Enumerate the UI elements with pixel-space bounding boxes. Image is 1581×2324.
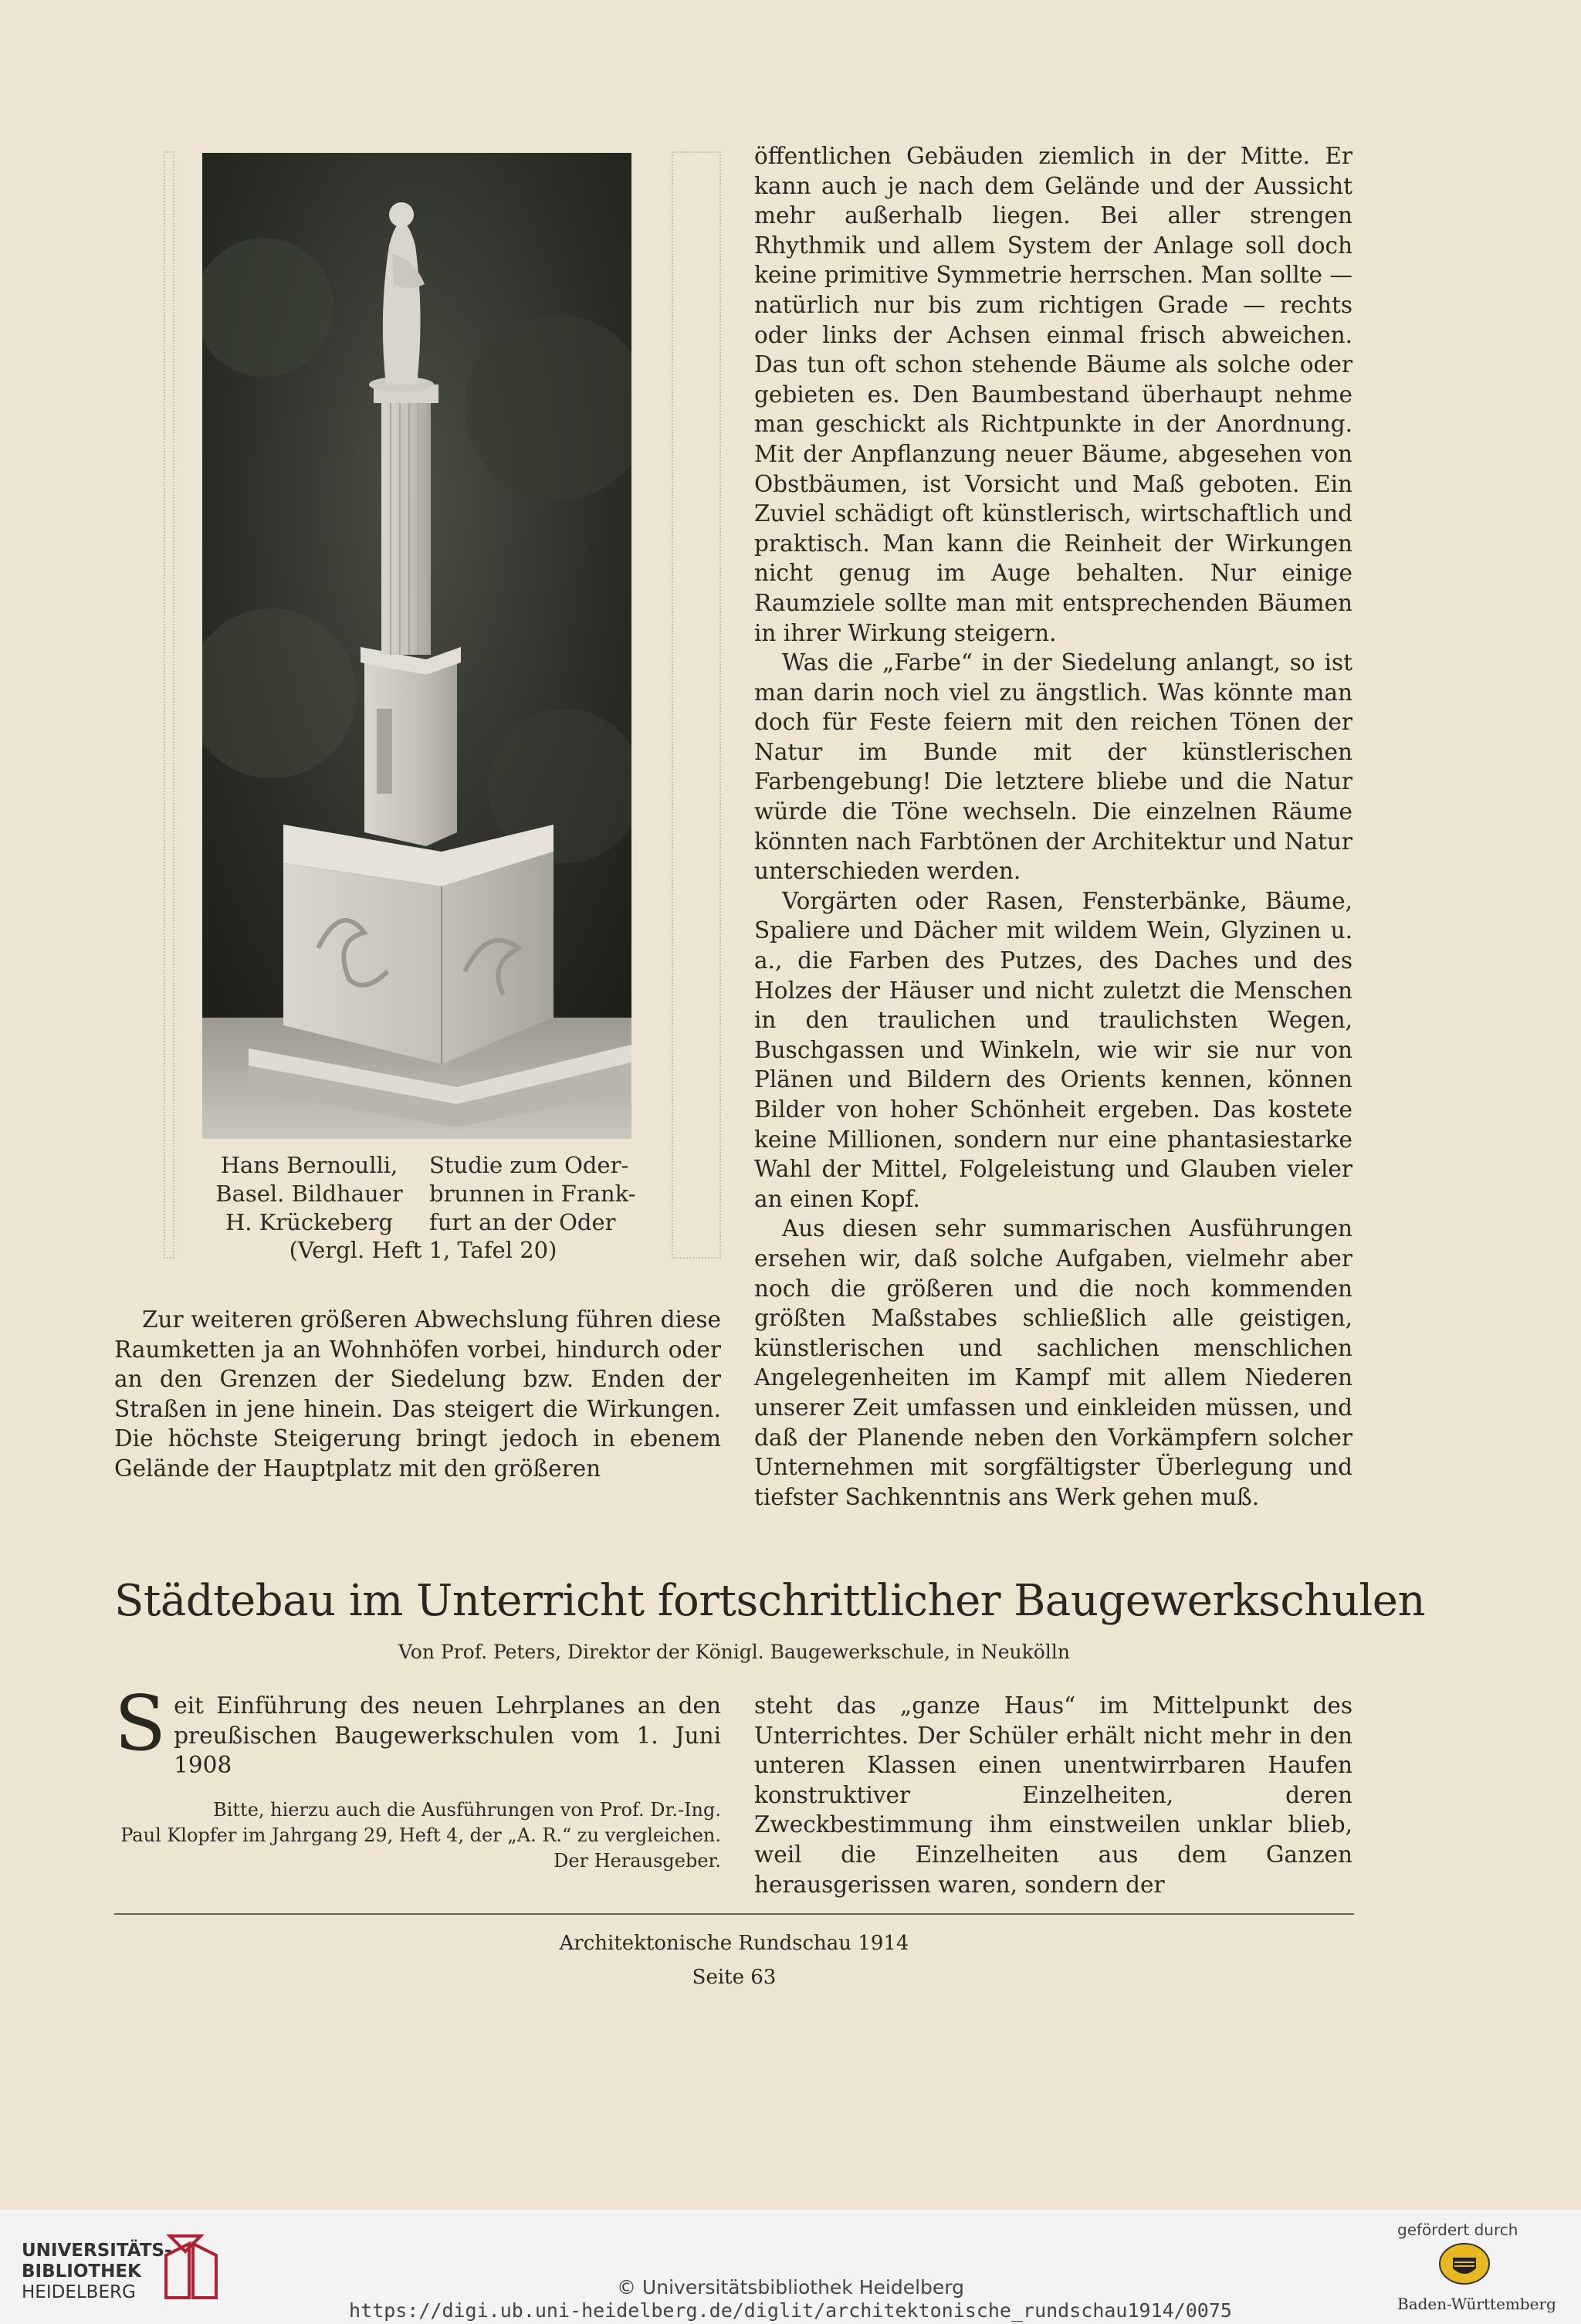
- footnote-line: Bitte, hierzu auch die Ausführungen von Prof. Dr.-Ing.: [213, 1799, 721, 1821]
- permalink-url[interactable]: https://digi.ub.uni-heidelberg.de/diglit/architektonische_rundschau1914/0075: [349, 2299, 1232, 2322]
- library-title: UNIVERSITÄTS- BIBLIOTHEK: [22, 2241, 172, 2282]
- paragraph: Zur weiteren größeren Abwechslung führen diese Raumketten ja an Wohnhöfen vorbei, hindurch oder an den Grenzen der Siedelung bzw. Enden der Straßen in jene hinein. Das steigert die Wirkungen. Die höchste Steigerung bringt jedoch in ebenem Gelände der Hauptplatz mit den größeren: [114, 1306, 721, 1482]
- figure-frame-right: [672, 151, 721, 1259]
- article-byline: Von Prof. Peters, Direktor der Königl. Baugewerkschule, in Neukölln: [398, 1641, 1070, 1663]
- article-intro: [114, 1680, 721, 1780]
- footnote: [114, 1797, 721, 1874]
- fountain-photograph: [202, 153, 631, 1139]
- figure-caption-reference: (Vergl. Heft 1, Tafel 20): [289, 1237, 557, 1263]
- footnote-line: Paul Klopfer im Jahrgang 29, Heft 4, der „A. R.“ zu vergleichen.: [120, 1824, 721, 1846]
- right-text-column: [754, 141, 1352, 1512]
- library-banner: [0, 2210, 1581, 2324]
- paragraph: Aus diesen sehr summarischen Ausführungen ersehen wir, daß solche Aufgaben, vielmehr aber noch die größeren und die noch kommenden größten Maßstabes schließlich alle geistigen, künstlerischen und sachlichen menschlichen Angelegenheiten im Kampf mit allem Niederen unserer Zeit umfassen und einkleiden müssen, und daß der Planende neben den Vorkämpfern solcher Unternehmen mit sorgfältigster Überlegung und tiefster Sachkenntnis ans Werk gehen muß.: [754, 1215, 1352, 1510]
- drop-cap: S: [114, 1680, 167, 1768]
- baden-wuerttemberg-crest-icon[interactable]: [1437, 2241, 1491, 2287]
- figure-caption-left: Hans Bernoulli, Basel. Bildhauer H. Krückeberg: [215, 1152, 403, 1235]
- sponsor-name: Baden-Württemberg: [1397, 2295, 1556, 2313]
- intro-text: eit Einführung des neuen Lehrplanes an den preußischen Baugewerkschulen vom 1. Juni 1908: [174, 1692, 721, 1779]
- figure-caption-right: Studie zum Oder- brunnen in Frank- furt an der Oder: [429, 1152, 636, 1235]
- paragraph: öffentlichen Gebäuden ziemlich in der Mitte. Er kann auch je nach dem Gelände und der Aussicht mehr außerhalb liegen. Bei aller strengen Rhythmik und allem System der Anlage soll doch keine primitive Symmetrie herrschen. Man sollte — natürlich nur bis zum richtigen Grade — rechts oder links der Achsen einmal frisch abweichen. Das tun oft schon stehende Bäume als solche oder gebieten es. Den Baumbestand überhaupt nehme man geschickt als Richtpunkte in der Anordnung. Mit der Anpflanzung neuer Bäume, abgesehen von Obstbäumen, ist Vorsicht und Maß geboten. Ein Zuviel schädigt oft künstlerisch, wirtschaftlich und praktisch. Man kann die Reinheit der Wirkungen nicht genug im Auge behalten. Nur einige Raumziele sollte man mit entsprechenden Bäumen in ihrer Wirkung steigern.: [754, 143, 1352, 646]
- library-city: HEIDELBERG: [22, 2282, 136, 2302]
- article-right-column: [754, 1691, 1352, 1899]
- paragraph: Was die „Farbe“ in der Siedelung anlangt, so ist man darin noch viel zu ängstlich. Was könnte man doch für Feste feiern mit den reichen Tönen der Natur im Bunde mit der künstlerischen Farbengebung! Die letztere bliebe und die Natur würde die Töne wechseln. Die einzelnen Räume könnten nach Farbtönen der Architektur und Natur unterschieden werden.: [754, 649, 1352, 885]
- footnote-signature: Der Herausgeber.: [554, 1850, 721, 1872]
- page-number: Seite 63: [692, 1966, 777, 1989]
- journal-name: Architektonische Rundschau 1914: [559, 1932, 909, 1955]
- article-title: Städtebau im Unterricht fortschrittlicher Baugewerkschulen: [114, 1576, 1426, 1626]
- fountain-sculpture-image: [202, 153, 631, 1139]
- paragraph: steht das „ganze Haus“ im Mittelpunkt des Unterrichtes. Der Schüler erhält nicht mehr in den unteren Klassen einen unentwirrbaren Haufen konstruktiver Einzelheiten, deren Zweckbestimmung ihm einstweilen unklar blieb, weil die Einzelheiten aus dem Ganzen herausgerissen waren, sondern der: [754, 1692, 1352, 1898]
- sponsor-label: gefördert durch: [1397, 2221, 1518, 2239]
- paragraph: Vorgärten oder Rasen, Fensterbänke, Bäume, Spaliere und Dächer mit wildem Wein, Glyzinen u. a., die Farben des Putzes, des Daches und des Holzes der Häuser und nicht zuletzt die Menschen in den traulichen und traulichsten Wegen, Buschgassen und Winkeln, wie wir sie nur von Plänen und Bildern des Orients kennen, können Bilder von hoher Schönheit ergeben. Das kostete keine Millionen, sondern nur eine phantasiestarke Wahl der Mittel, Folgeleistung und Glauben vieler an einen Kopf.: [754, 887, 1352, 1212]
- footer-rule: [114, 1913, 1354, 1915]
- copyright-notice: © Universitätsbibliothek Heidelberg: [616, 2276, 964, 2299]
- figure-frame-left: [164, 151, 174, 1259]
- left-text-column: [114, 1305, 721, 1484]
